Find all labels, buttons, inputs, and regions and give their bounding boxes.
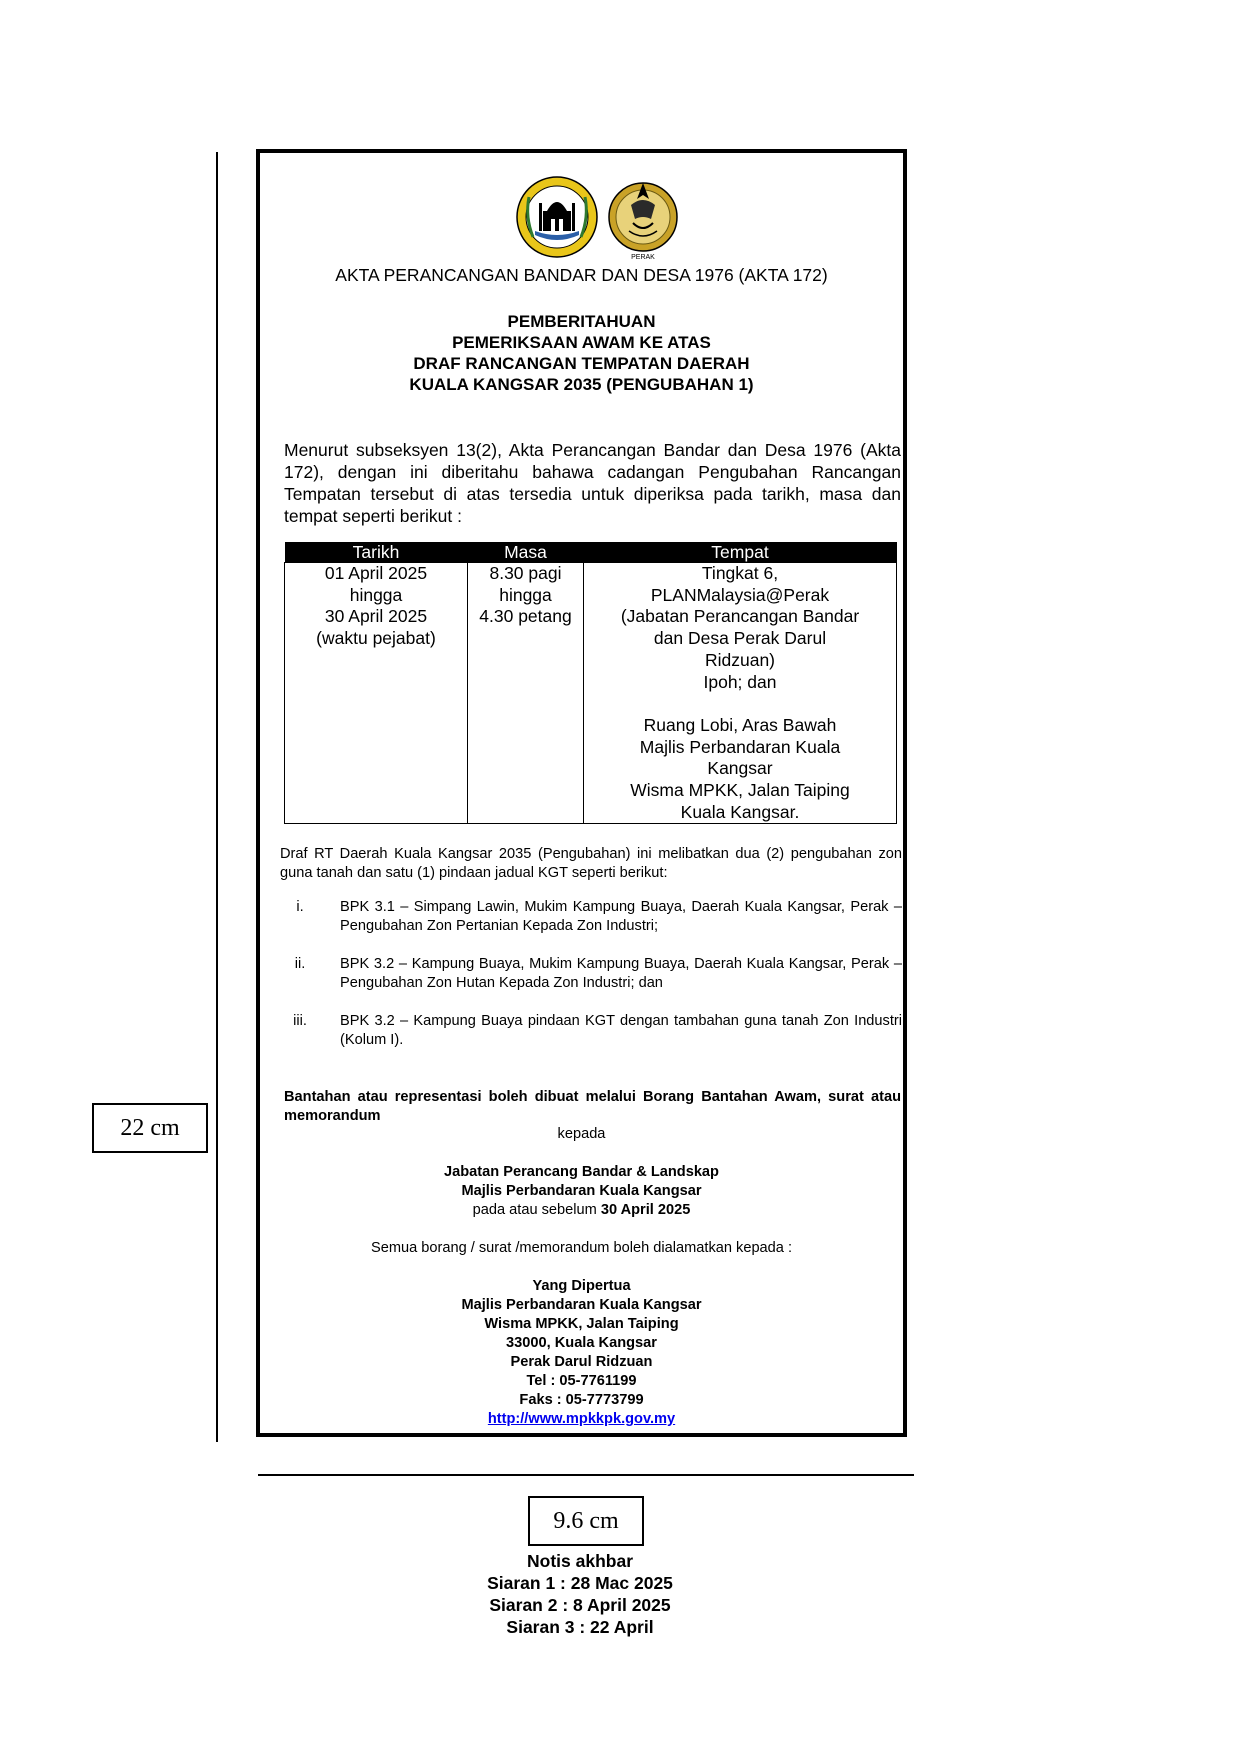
siaran-line: Siaran 3 : 22 April — [506, 1617, 654, 1637]
siaran-line: Siaran 2 : 8 April 2025 — [489, 1595, 671, 1615]
cell-line: hingga — [499, 584, 552, 605]
list-item-text: BPK 3.2 – Kampung Buaya pindaan KGT dengan tambahan guna tanah Zon Industri (Kolum I). — [340, 1013, 902, 1048]
height-measurement-label: 22 cm — [92, 1103, 208, 1153]
act-heading: AKTA PERANCANGAN BANDAR DAN DESA 1976 (AKTA 172) — [335, 265, 828, 285]
cell-line: Kangsar — [707, 758, 773, 779]
department-line: Jabatan Perancang Bandar & Landskap — [444, 1164, 719, 1180]
cell-line: 4.30 petang — [479, 606, 572, 627]
cell-line: Ruang Lobi, Aras Bawah — [643, 714, 837, 735]
cell-line: Majlis Perbandaran Kuala — [639, 736, 841, 757]
cell-line: PLANMalaysia@Perak — [650, 584, 830, 605]
cell-tarikh — [285, 563, 468, 824]
header-tarikh: Tarikh — [285, 542, 468, 563]
list-item-number: i. — [296, 899, 304, 915]
list-item-text: BPK 3.1 – Simpang Lawin, Mukim Kampung Buaya, Daerah Kuala Kangsar, Perak – Pengubahan Zon Pertanian Kepada Zon Industri; — [340, 899, 902, 934]
logos — [260, 175, 903, 261]
press-title: Notis akhbar — [527, 1551, 633, 1571]
list-item-number: ii. — [294, 956, 306, 972]
cell-line: 8.30 pagi — [489, 563, 562, 583]
perak-crest-label: PERAK — [631, 254, 655, 261]
cell-line: Tingkat 6, — [701, 563, 779, 583]
notice-title — [260, 311, 903, 395]
cell-masa — [468, 563, 584, 824]
intro-paragraph: Menurut subseksyen 13(2), Akta Perancangan Bandar dan Desa 1976 (Akta 172), dengan ini diberitahu bahawa cadangan Pengubahan Rancangan Tempatan tersebut di atas tersedia untuk diperiksa pada tarikh, masa dan tempat seperti berikut : — [284, 440, 901, 526]
deadline-line — [260, 1201, 903, 1220]
cell-tempat — [584, 563, 897, 824]
title-line: PEMBERITAHUAN — [507, 312, 656, 331]
address-line: Perak Darul Ridzuan — [510, 1354, 653, 1370]
list-item-number: iii. — [293, 1013, 307, 1029]
description-paragraph: Draf RT Daerah Kuala Kangsar 2035 (Pengubahan) ini melibatkan dua (2) pengubahan zon guna tanah dan satu (1) pindaan jadual KGT seperti berikut: — [280, 846, 902, 881]
cell-line: Ridzuan) — [704, 649, 776, 670]
press-schedule — [0, 1550, 1160, 1638]
cell-line: (Jabatan Perancangan Bandar — [620, 606, 860, 627]
deadline-date: 30 April 2025 — [600, 1202, 691, 1218]
width-dimension-line — [258, 1474, 914, 1476]
cell-line: dan Desa Perak Darul — [653, 628, 827, 649]
kepada-text: kepada — [557, 1126, 606, 1142]
list-item-text: BPK 3.2 – Kampung Buaya, Mukim Kampung Buaya, Daerah Kuala Kangsar, Perak – Pengubahan Zon Hutan Kepada Zon Industri; dan — [340, 956, 902, 991]
address-intro: Semua borang / surat /memorandum boleh dialamatkan kepada : — [370, 1240, 793, 1256]
width-measurement-label: 9.6 cm — [528, 1496, 644, 1546]
header-masa: Masa — [468, 542, 584, 563]
table-row — [285, 563, 897, 824]
cell-line: 30 April 2025 — [324, 606, 428, 627]
header-tempat: Tempat — [584, 542, 897, 563]
website-link[interactable]: http://www.mpkkpk.gov.my — [487, 1411, 676, 1427]
title-line: DRAF RANCANGAN TEMPATAN DAERAH — [413, 354, 750, 373]
cell-spacer — [584, 693, 896, 715]
cell-line: hingga — [349, 584, 403, 605]
title-line: KUALA KANGSAR 2035 (PENGUBAHAN 1) — [409, 375, 754, 394]
cell-line: 01 April 2025 — [324, 563, 428, 583]
address-block — [260, 1277, 903, 1429]
cell-line: Wisma MPKK, Jalan Taiping — [630, 780, 850, 801]
height-dimension-line — [216, 152, 218, 1442]
siaran-line: Siaran 1 : 28 Mac 2025 — [487, 1573, 673, 1593]
mpkk-crest-icon — [515, 175, 599, 259]
department-block — [260, 1163, 903, 1201]
address-line: Faks : 05-7773799 — [519, 1392, 644, 1408]
address-line: Wisma MPKK, Jalan Taiping — [484, 1316, 679, 1332]
cell-line: Kuala Kangsar. — [680, 801, 800, 822]
address-line: 33000, Kuala Kangsar — [506, 1335, 657, 1351]
table-header-row — [285, 542, 897, 563]
cell-line: (waktu pejabat) — [316, 628, 436, 649]
title-line: PEMERIKSAAN AWAM KE ATAS — [452, 333, 711, 352]
objection-paragraph: Bantahan atau representasi boleh dibuat melalui Borang Bantahan Awam, surat atau memorandum — [284, 1089, 901, 1124]
address-line: Majlis Perbandaran Kuala Kangsar — [461, 1297, 702, 1313]
address-line: Yang Dipertua — [532, 1278, 631, 1294]
cell-line: Ipoh; dan — [703, 671, 777, 692]
deadline-prefix: pada atau sebelum — [472, 1202, 597, 1218]
schedule-table — [284, 542, 897, 824]
perak-crest-icon — [605, 175, 681, 261]
address-line: Tel : 05-7761199 — [526, 1373, 637, 1389]
department-line: Majlis Perbandaran Kuala Kangsar — [461, 1183, 702, 1199]
notice-box — [256, 149, 907, 1437]
